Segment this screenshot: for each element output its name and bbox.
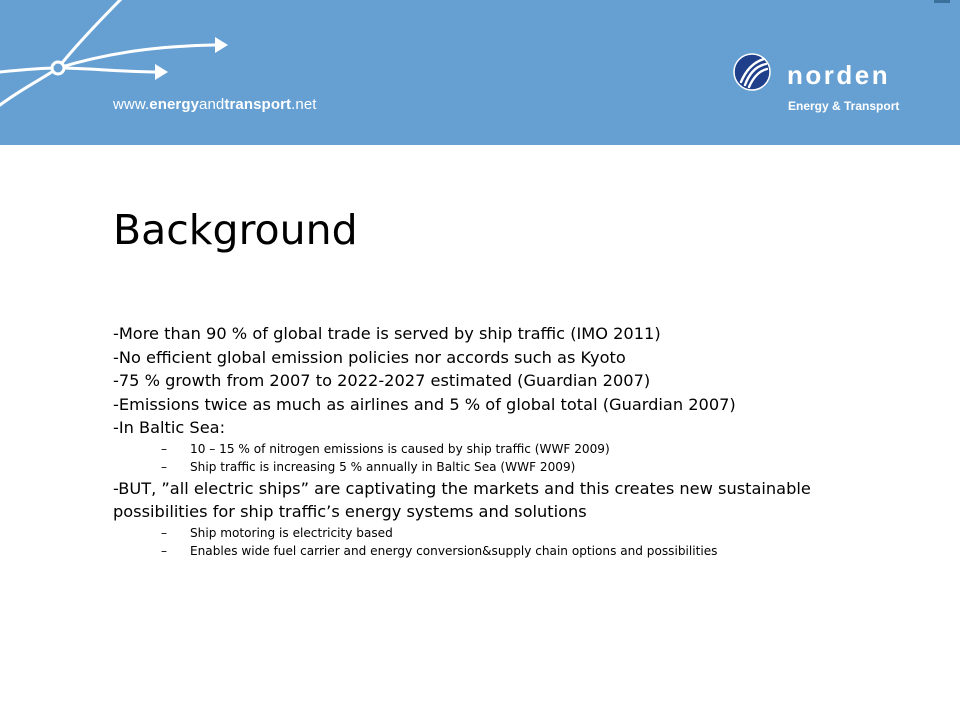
dash-marker: – xyxy=(161,544,168,558)
brand-name: norden xyxy=(787,60,891,90)
website-url: www.energyandtransport.net xyxy=(113,96,317,113)
corner-mark xyxy=(934,0,950,3)
bullet-item: -In Baltic Sea: xyxy=(113,418,226,437)
sub-bullet-item xyxy=(113,524,913,543)
sub-bullet-text: Ship traffic is increasing 5 % annually in Baltic Sea (WWF 2009) xyxy=(190,460,576,474)
dash-marker: – xyxy=(161,525,168,540)
header-banner xyxy=(0,0,960,145)
norden-swan-logo-icon xyxy=(732,52,772,92)
sub-bullet-text: 10 – 15 % of nitrogen emissions is caused by ship traffic (WWF 2009) xyxy=(190,441,610,456)
bullet-item: -No efficient global emission policies nor accords such as Kyoto xyxy=(113,347,626,367)
sub-bullet-item xyxy=(113,542,913,561)
slide-title: Background xyxy=(113,206,358,254)
sub-bullet-item xyxy=(113,458,913,477)
sub-bullet-item xyxy=(113,440,913,459)
bullet-item: -Emissions twice as much as airlines and 5 % of global total (Guardian 2007) xyxy=(113,394,736,414)
brand-subtitle: Energy & Transport xyxy=(788,99,900,113)
bullet-item: -BUT, ”all electric ships” are captivating the markets and this creates new sustainable possibilities for ship traffic’s energy systems and solutions xyxy=(113,478,811,521)
trajectory-lines-graphic xyxy=(0,0,300,145)
dash-marker: – xyxy=(161,441,168,456)
bullet-item: -More than 90 % of global trade is served by ship traffic (IMO 2011) xyxy=(113,324,661,343)
sub-bullet-text: Enables wide fuel carrier and energy conversion&supply chain options and possibilities xyxy=(190,544,718,558)
dash-marker: – xyxy=(161,460,168,474)
bullet-item: -75 % growth from 2007 to 2022-2027 estimated (Guardian 2007) xyxy=(113,371,651,390)
sub-bullet-text: Ship motoring is electricity based xyxy=(190,525,393,540)
slide-body xyxy=(113,322,913,561)
